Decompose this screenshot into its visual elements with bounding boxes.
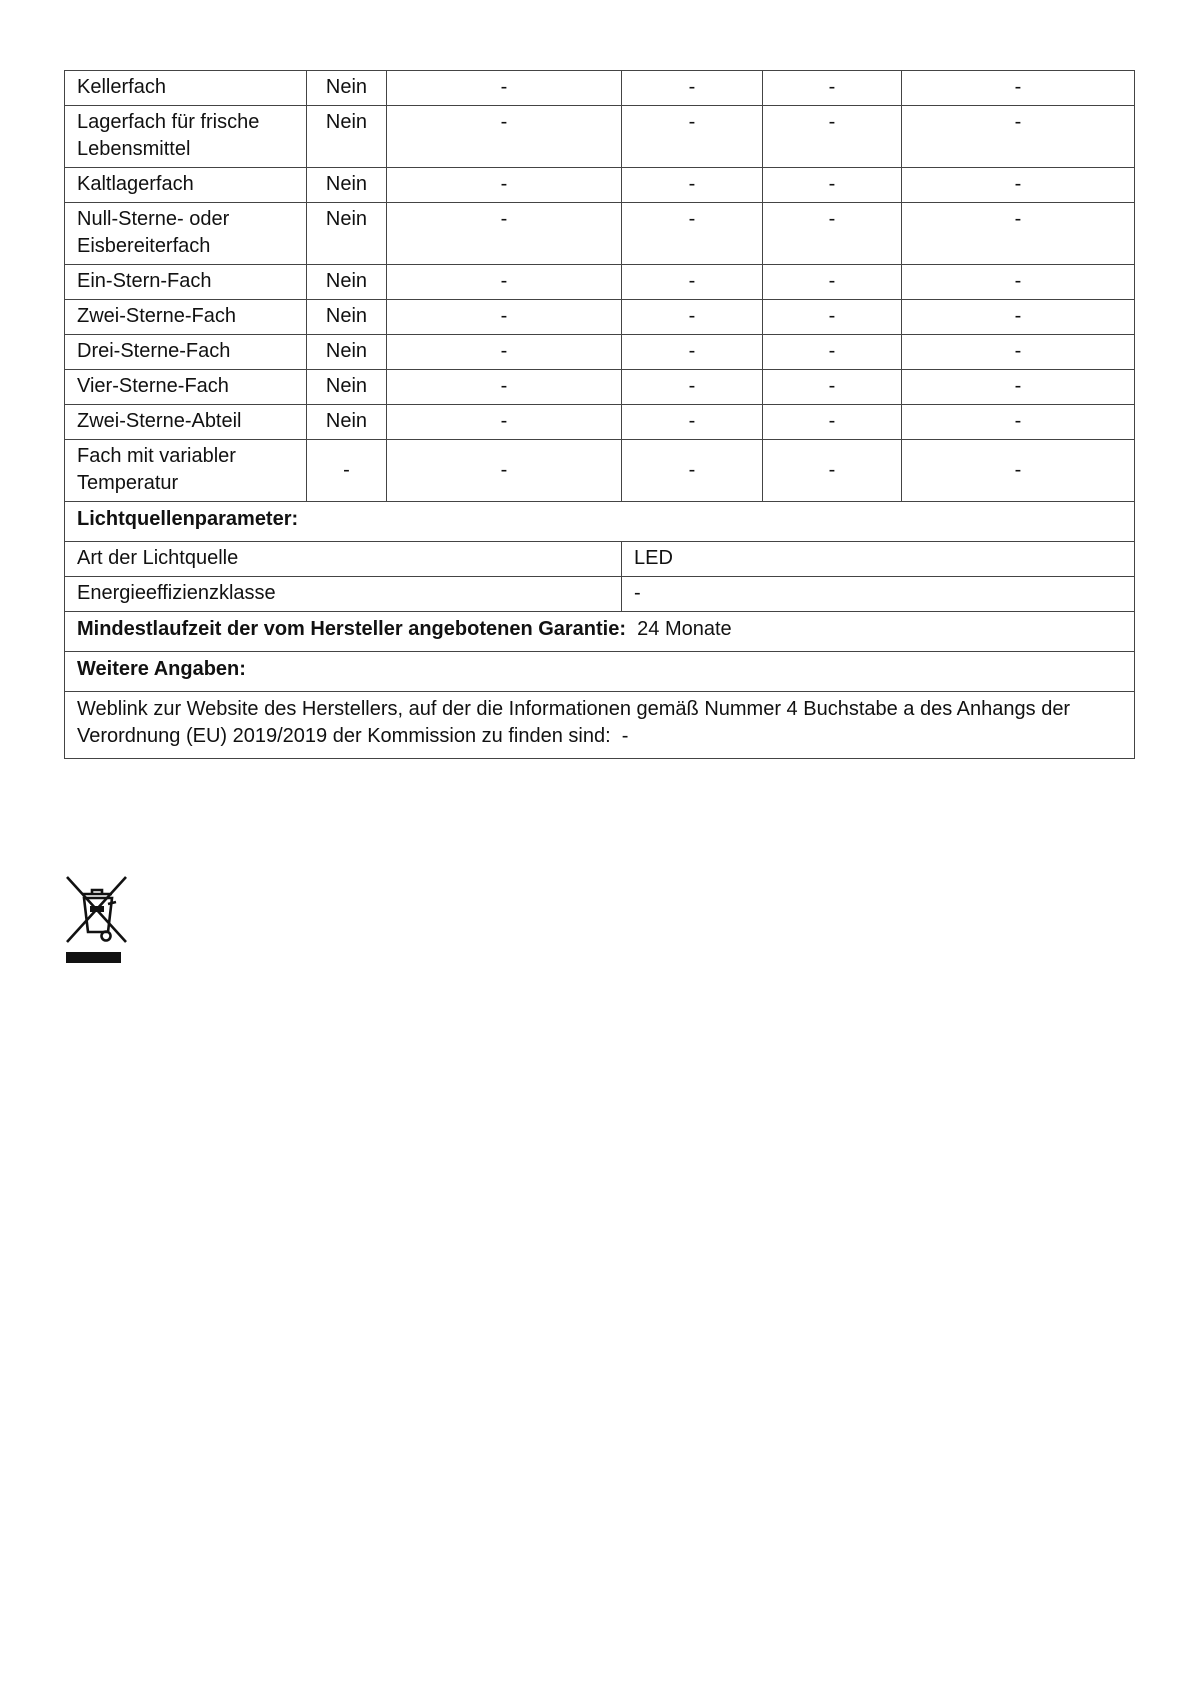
- warranty-row: [65, 612, 1135, 652]
- crossed-out-wheelie-bin-icon: [64, 872, 130, 964]
- table-row: [65, 168, 1135, 203]
- table-row: [65, 265, 1135, 300]
- compartment-name: Lagerfach für frische Lebensmittel: [65, 106, 307, 168]
- warranty-value: 24 Monate: [637, 618, 732, 640]
- compartment-table: [64, 70, 1135, 759]
- light-class-label: Energieeffizienzklasse: [65, 577, 622, 612]
- compartment-value: -: [387, 168, 622, 203]
- light-section-heading-row: [65, 502, 1135, 542]
- weblink-value: -: [621, 725, 629, 747]
- table-row: [65, 300, 1135, 335]
- compartment-value: -: [622, 265, 763, 300]
- compartment-value: -: [902, 440, 1135, 502]
- compartment-value: -: [387, 203, 622, 265]
- compartment-value: -: [622, 300, 763, 335]
- compartment-value: -: [763, 440, 902, 502]
- compartment-value: -: [902, 335, 1135, 370]
- table-row: [65, 203, 1135, 265]
- compartment-value: -: [387, 405, 622, 440]
- compartment-value: -: [763, 335, 902, 370]
- compartment-name: Null-Sterne- oder Eisbereiterfach: [65, 203, 307, 265]
- compartment-value: -: [622, 335, 763, 370]
- table-row: [65, 106, 1135, 168]
- compartment-value: -: [763, 405, 902, 440]
- further-heading-row: [65, 652, 1135, 692]
- compartment-present: Nein: [307, 405, 387, 440]
- table-row: [65, 335, 1135, 370]
- compartment-value: -: [902, 300, 1135, 335]
- compartment-value: -: [763, 168, 902, 203]
- compartment-value: -: [763, 300, 902, 335]
- compartment-value: -: [763, 71, 902, 106]
- compartment-value: -: [387, 440, 622, 502]
- compartment-value: -: [622, 203, 763, 265]
- compartment-value: -: [763, 203, 902, 265]
- table-row: [65, 440, 1135, 502]
- compartment-value: -: [902, 265, 1135, 300]
- table-row: [65, 577, 1135, 612]
- table-row: [65, 370, 1135, 405]
- compartment-value: -: [763, 106, 902, 168]
- compartment-value: -: [387, 106, 622, 168]
- compartment-value: -: [622, 71, 763, 106]
- warranty-label: Mindestlaufzeit der vom Hersteller angebotenen Garantie:: [77, 618, 627, 640]
- compartment-present: Nein: [307, 106, 387, 168]
- compartment-name: Kellerfach: [65, 71, 307, 106]
- light-class-value: -: [622, 577, 1135, 612]
- weblink-row: [65, 692, 1135, 759]
- weblink-text: Weblink zur Website des Herstellers, auf der die Informationen gemäß Nummer 4 Buchstabe a des Anhangs der Verordnung (EU) 2019/2019 der Kommission zu finden sind:: [77, 698, 1071, 747]
- compartment-value: -: [387, 300, 622, 335]
- further-section-heading: Weitere Angaben:: [77, 658, 246, 680]
- compartment-value: -: [622, 106, 763, 168]
- compartment-present: Nein: [307, 71, 387, 106]
- table-row: [65, 542, 1135, 577]
- table-row: [65, 405, 1135, 440]
- compartment-value: -: [387, 71, 622, 106]
- light-type-label: Art der Lichtquelle: [65, 542, 622, 577]
- compartment-present: Nein: [307, 203, 387, 265]
- compartment-name: Fach mit variabler Temperatur: [65, 440, 307, 502]
- compartment-name: Kaltlagerfach: [65, 168, 307, 203]
- compartment-value: -: [387, 335, 622, 370]
- compartment-value: -: [902, 405, 1135, 440]
- compartment-present: Nein: [307, 168, 387, 203]
- compartment-name: Drei-Sterne-Fach: [65, 335, 307, 370]
- compartment-value: -: [763, 265, 902, 300]
- compartment-name: Vier-Sterne-Fach: [65, 370, 307, 405]
- light-type-value: LED: [622, 542, 1135, 577]
- compartment-present: -: [307, 440, 387, 502]
- compartment-value: -: [622, 370, 763, 405]
- light-section-heading: Lichtquellenparameter:: [77, 508, 299, 530]
- document-page: [64, 70, 1134, 759]
- compartment-present: Nein: [307, 300, 387, 335]
- compartment-value: -: [902, 370, 1135, 405]
- compartment-value: -: [387, 370, 622, 405]
- compartment-present: Nein: [307, 335, 387, 370]
- compartment-value: -: [902, 168, 1135, 203]
- compartment-value: -: [902, 71, 1135, 106]
- compartment-name: Zwei-Sterne-Abteil: [65, 405, 307, 440]
- table-row: [65, 71, 1135, 106]
- compartment-value: -: [622, 168, 763, 203]
- compartment-value: -: [387, 265, 622, 300]
- compartment-value: -: [622, 440, 763, 502]
- compartment-value: -: [902, 203, 1135, 265]
- compartment-value: -: [902, 106, 1135, 168]
- compartment-name: Zwei-Sterne-Fach: [65, 300, 307, 335]
- compartment-name: Ein-Stern-Fach: [65, 265, 307, 300]
- compartment-present: Nein: [307, 265, 387, 300]
- compartment-value: -: [763, 370, 902, 405]
- compartment-value: -: [622, 405, 763, 440]
- compartment-present: Nein: [307, 370, 387, 405]
